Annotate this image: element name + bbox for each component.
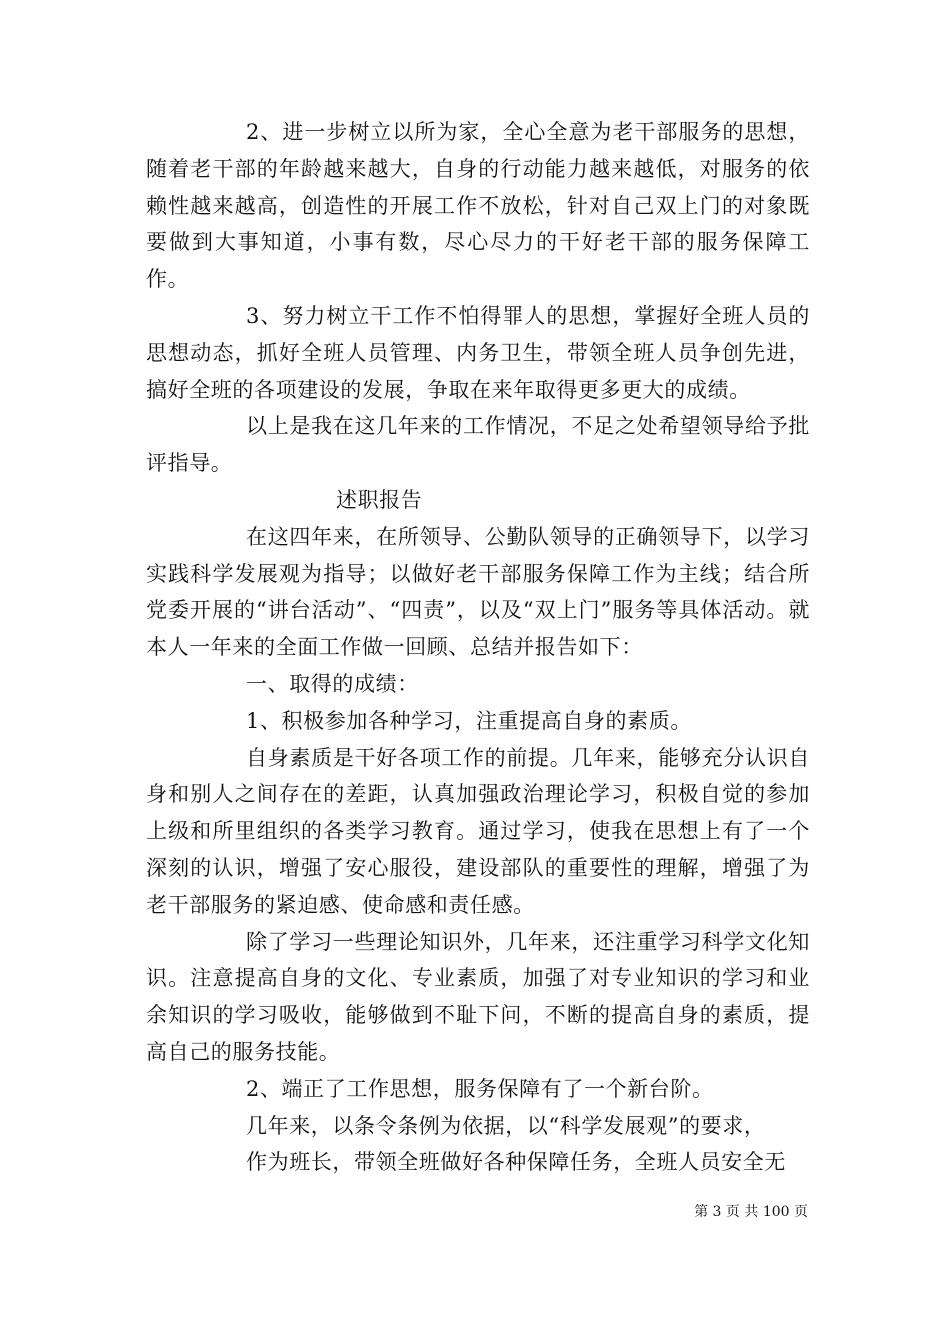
paragraph-item-3: 3、努力树立干工作不怕得罪人的思想，掌握好全班人员的思想动态，抓好全班人员管理、内务卫生，带领全班人员争创先进，搞好全班的各项建设的发展，争取在来年取得更多更大的成绩。 bbox=[146, 303, 810, 402]
paragraph-team-leader: 作为班长，带领全班做好各种保障任务，全班人员安全无 bbox=[246, 1150, 786, 1175]
paragraph-self-quality: 自身素质是干好各项工作的前提。几年来，能够充分认识自身和别人之间存在的差距，认真加强政治理论学习，积极自觉的参加上级和所里组织的各类学习教育。通过学习，使我在思想上有了一个深刻的认识，增强了安心服役，建设部队的重要性的理解，增强了为老干部服务的紧迫感、使命感和责任感。 bbox=[146, 745, 810, 917]
paragraph-culture-study: 除了学习一些理论知识外，几年来，还注重学习科学文化知识。注意提高自身的文化、专业素质，加强了对专业知识的学习和业余知识的学习吸收，能够做到不耻下问，不断的提高自身的素质，提高自己的服务技能。 bbox=[146, 929, 810, 1064]
paragraph-regulations: 几年来，以条令条例为依据，以“科学发展观”的要求， bbox=[246, 1113, 766, 1138]
paragraph-closing: 以上是我在这几年来的工作情况，不足之处希望领导给予批评指导。 bbox=[146, 414, 810, 476]
report-title: 述职报告 bbox=[336, 487, 423, 512]
document-body bbox=[146, 114, 810, 1181]
paragraph-intro: 在这四年来，在所领导、公勤队领导的正确领导下，以学习实践科学发展观为指导；以做好老干部服务保障工作为主线；结合所党委开展的“讲台活动”、“四责”，以及“双上门”服务等具体活动。就本人一年来的全面工作做一回顾、总结并报告如下： bbox=[146, 524, 810, 660]
subheading-study: 1、积极参加各种学习，注重提高自身的素质。 bbox=[246, 708, 692, 733]
section-heading-achievements: 一、取得的成绩： bbox=[246, 671, 419, 696]
paragraph-item-2: 2、进一步树立以所为家，全心全意为老干部服务的思想，随着老干部的年龄越来越大，自身的行动能力越来越低，对服务的依赖性越来越高，创造性的开展工作不放松，针对自己双上门的对象既要做到大事知道，小事有数，尽心尽力的干好老干部的服务保障工作。 bbox=[146, 120, 810, 292]
subheading-work-thought: 2、端正了工作思想，服务保障有了一个新台阶。 bbox=[246, 1076, 714, 1101]
page-number-footer: 第 3 页 共 100 页 bbox=[694, 1204, 808, 1220]
